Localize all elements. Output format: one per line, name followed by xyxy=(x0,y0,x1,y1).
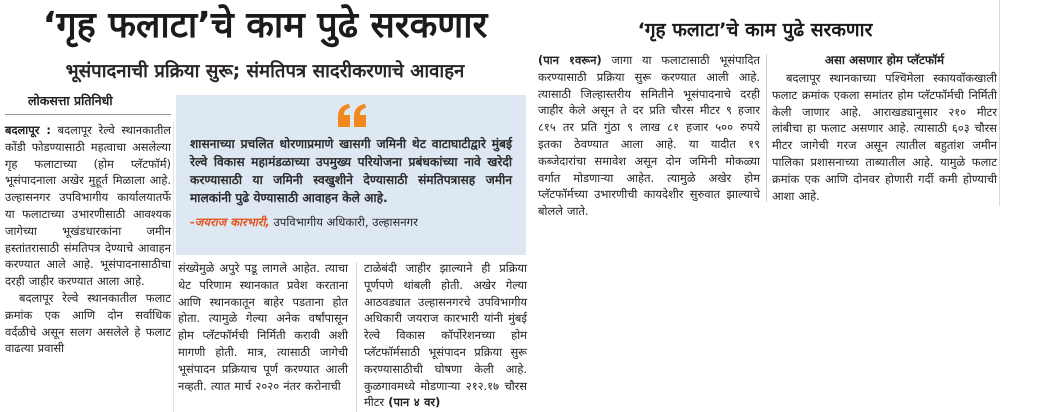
continued-on-page-label: (पान ४ वर) xyxy=(388,395,441,410)
paragraph xyxy=(178,260,348,394)
continued-from-label: (पान १वरून) xyxy=(538,53,602,67)
dateline: बदलापूर : xyxy=(5,123,51,137)
article-column-3 xyxy=(364,260,527,412)
clipping-edge xyxy=(999,0,1000,206)
paragraph xyxy=(364,260,527,411)
quote-author-designation: उपविभागीय अधिकारी, उल्हासनगर xyxy=(269,215,418,229)
paragraph xyxy=(5,122,171,290)
continuation-column xyxy=(538,52,760,219)
column-divider xyxy=(173,122,174,412)
quote-author-name: -जयराज कारभारी, xyxy=(190,215,270,229)
article-column-2 xyxy=(178,260,348,412)
headline: ‘गृह फलाटा’चे काम पुढे सरकणार xyxy=(42,5,488,46)
paragraph xyxy=(772,70,997,204)
quote-attribution xyxy=(190,213,520,231)
paragraph xyxy=(5,290,171,357)
paragraph-text: टाळेबंदी जाहीर झाल्याने ही प्रक्रिया पूर्णपणे थांबली होती. अखेर गेल्या आठवड्यात उल्हासनगरचे उपविभागीय अधिकारी जयराज कारभारी यांनी मुंबई रेल्वे विकास कॉर्पोरेशनच्या होम प्लॅटफॉर्मसाठी भूसंपादन प्रक्रिया सुरू करण्यासाठीची घोषणा केली आहे. कुळगावमध्ये मोडणाऱ्या २१२.१७ चौरस मीटर xyxy=(364,261,527,410)
byline-divider xyxy=(5,114,171,115)
quote-icon xyxy=(336,103,368,129)
paragraph-text: जागा या फलाटासाठी भूसंपादित करण्यासाठी प्रक्रिया सुरू करण्यात आली आहे. त्यासाठी जिल्हास्तरीय समितीने भूसंपादनाचे दरही जाहीर केले असून ते दर प्रति चौरस मीटर ९ हजार ८१५ तर प्रति गुंठा ९ लाख ८१ हजार ५०० रुपये इतका ठेवण्यात आला आहे. या यादीत १९ कब्जेदारांचा समावेश असून दोन जमिनी मोकळ्या वर्गात मोडणाऱ्या आहेत. त्यामुळे अखेर होम प्लॅटफॉर्मच्या उभारणीची कायदेशीर सुरुवात झाल्याचे बोलले जाते. xyxy=(538,53,760,219)
quote-text: शासनाच्या प्रचलित धोरणाप्रमाणे खासगी जमिनी थेट वाटाघाटीद्वारे मुंबई रेल्वे विकास महामंडळाच्या उपमुख्य परियोजना प्रबंधकांच्या नावे खरेदी करण्यासाठी या जमिनी स्वखुशीने देण्यासाठी संमतिपत्रासह जमीन मालकांनी पुढे येण्यासाठी आवाहन केले आहे. xyxy=(190,137,512,205)
paragraph-text: संख्येमुळे अपुरे पडू लागले आहेत. त्याचा थेट परिणाम स्थानकात प्रवेश करताना आणि स्थानकातून बाहेर पडताना होत होता. त्यामुळे गेल्या अनेक वर्षांपासून होम प्लॅटफॉर्मची निर्मिती करावी अशी मागणी होती. मात्र, त्यासाठी जागेची भूसंपादन प्रक्रियाच पूर्ण करण्यात आली नव्हती. त्यात मार्च २०२० नंतर करोनाची xyxy=(178,261,348,393)
sidebar-column xyxy=(772,70,997,206)
byline: लोकसत्ता प्रतिनिधी xyxy=(28,93,113,108)
column-divider xyxy=(766,54,767,202)
paragraph-text: बदलापूर रेल्वे स्थानकातील कोंडी फोडण्यासाठी महत्वाचा असलेल्या गृह फलाटाच्या (होम प्लॅटफॉर्म) भूसंपादनाला अखेर मुहूर्त मिळाला आहे. उल्हासनगर उपविभागीय कार्यालयातर्फे या फलाटाच्या उभारणीसाठी आवश्यक जागेच्या भूखंडधारकांना जमीन हस्तांतरासाठी संमतिपत्र देण्याचे आवाहन करण्यात आले आहे. भूसंपादनासाठीचा दरही जाहीर करण्यात आला आहे. xyxy=(5,123,171,289)
subheadline: भूसंपादनाची प्रक्रिया सुरू; संमतिपत्र सादरीकरणाचे आवाहन xyxy=(65,61,465,82)
continuation-headline: ‘गृह फलाटा’चे काम पुढे सरकणार xyxy=(637,19,873,41)
paragraph xyxy=(538,52,760,220)
paragraph-text: बदलापूर स्थानकाच्या पश्चिमेला स्कायवॉकखाली फलाट क्रमांक एकला समांतर होम प्लॅटफॉर्मची निर्मिती केली जाणार आहे. आराखड्यानुसार २१० मीटर लांबीचा हा फलाट असणार आहे. त्यासाठी ६०३ चौरस मीटर जागेची गरज असून त्यातील बहुतांश जमीन पालिका प्रशासनाच्या ताब्यातील आहे. यामुळे फलाट क्रमांक एक आणि दोनवर होणारी गर्दी कमी होण्याची आशा आहे. xyxy=(772,71,997,203)
sidebar-heading: असा असणार होम प्लॅटफॉर्म xyxy=(824,53,945,67)
column-divider xyxy=(356,262,357,412)
article-column-1 xyxy=(5,122,171,412)
pull-quote-box xyxy=(176,95,526,255)
paragraph-text: बदलापूर रेल्वे स्थानकातील फलाट क्रमांक एक आणि दोन सर्वाधिक वर्दळीचे असून सलग असलेले हे फलाट वाढत्या प्रवासी xyxy=(5,290,171,356)
